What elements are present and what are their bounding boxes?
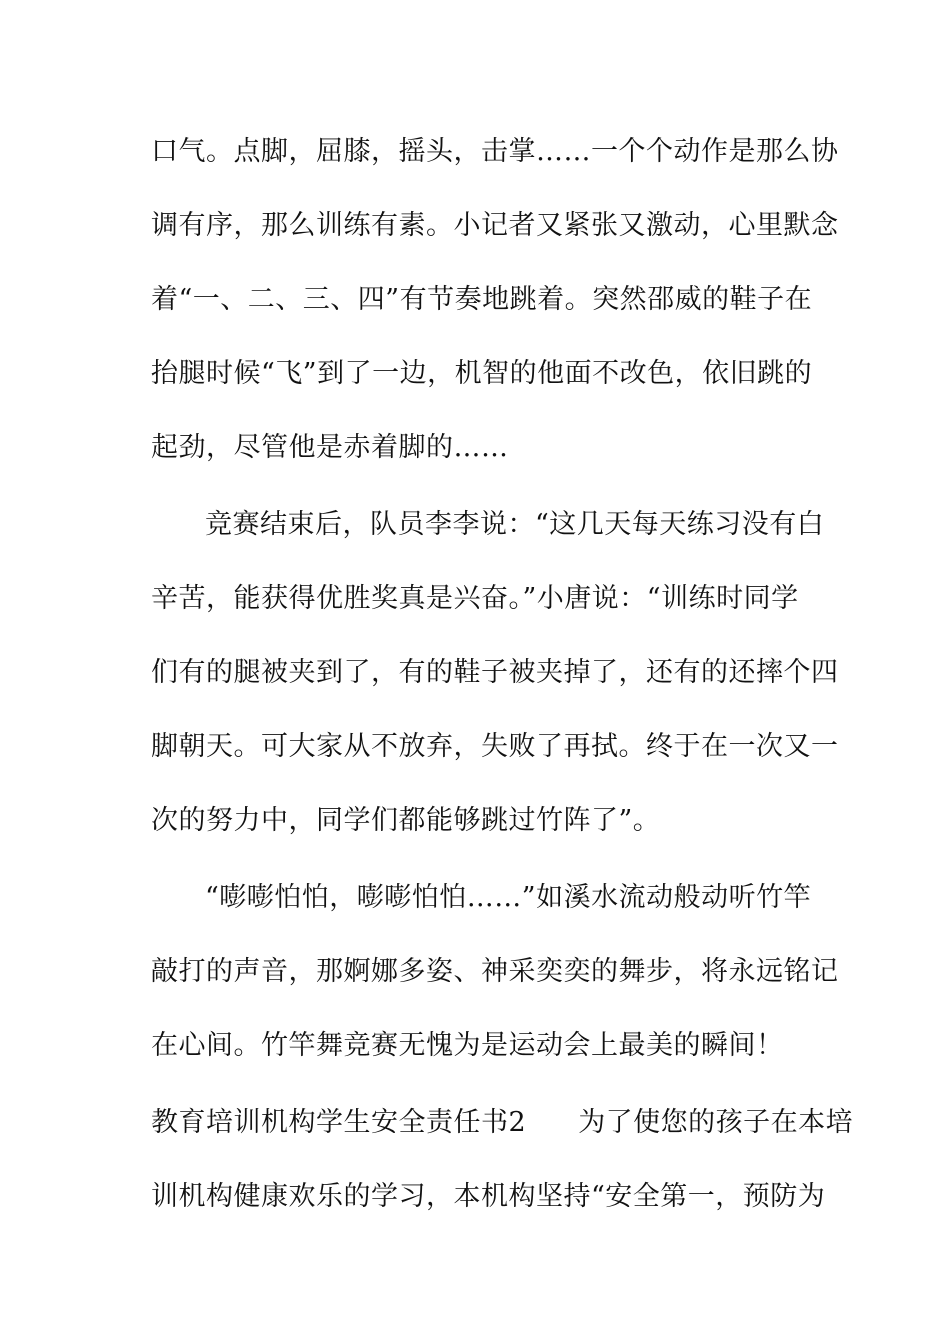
paragraph-line: 抬腿时候“飞”到了一边，机智的他面不改色，依旧跳的 [151,358,813,389]
paragraph-line: 敲打的声音，那婀娜多姿、神采奕奕的舞步，将永远铭记 [151,956,839,987]
paragraph-line: 着“一、二、三、四”有节奏地跳着。突然邵威的鞋子在 [151,284,813,315]
section-title: 教育培训机构学生安全责任书2 [151,1107,527,1138]
paragraph-line: 起劲，尽管他是赤着脚的…… [151,432,509,463]
paragraph-line: 脚朝天。可大家从不放弃，失败了再拭。终于在一次又一 [151,731,839,762]
paragraph-line: 口气。点脚，屈膝，摇头，击掌……一个个动作是那么协 [151,136,839,167]
section-title-line [151,1103,854,1143]
paragraph-line: 次的努力中，同学们都能够跳过竹阵了”。 [151,805,661,836]
paragraph-line: “嘭嘭怕怕，嘭嘭怕怕……”如溪水流动般动听竹竿 [205,882,812,913]
paragraph-line: 调有序，那么训练有素。小记者又紧张又激动，心里默念 [151,210,839,241]
paragraph-line: 竞赛结束后，队员李李说：“这几天每天练习没有白 [205,509,825,540]
paragraph-line: 训机构健康欢乐的学习，本机构坚持“安全第一，预防为 [151,1181,826,1212]
paragraph-line: 辛苦，能获得优胜奖真是兴奋。”小唐说：“训练时同学 [151,583,799,614]
section-text-start: 为了使您的孩子在本培 [578,1107,854,1138]
paragraph-line: 们有的腿被夹到了，有的鞋子被夹掉了，还有的还摔个四 [151,657,839,688]
paragraph-line: 在心间。竹竿舞竞赛无愧为是运动会上最美的瞬间！ [151,1030,784,1061]
